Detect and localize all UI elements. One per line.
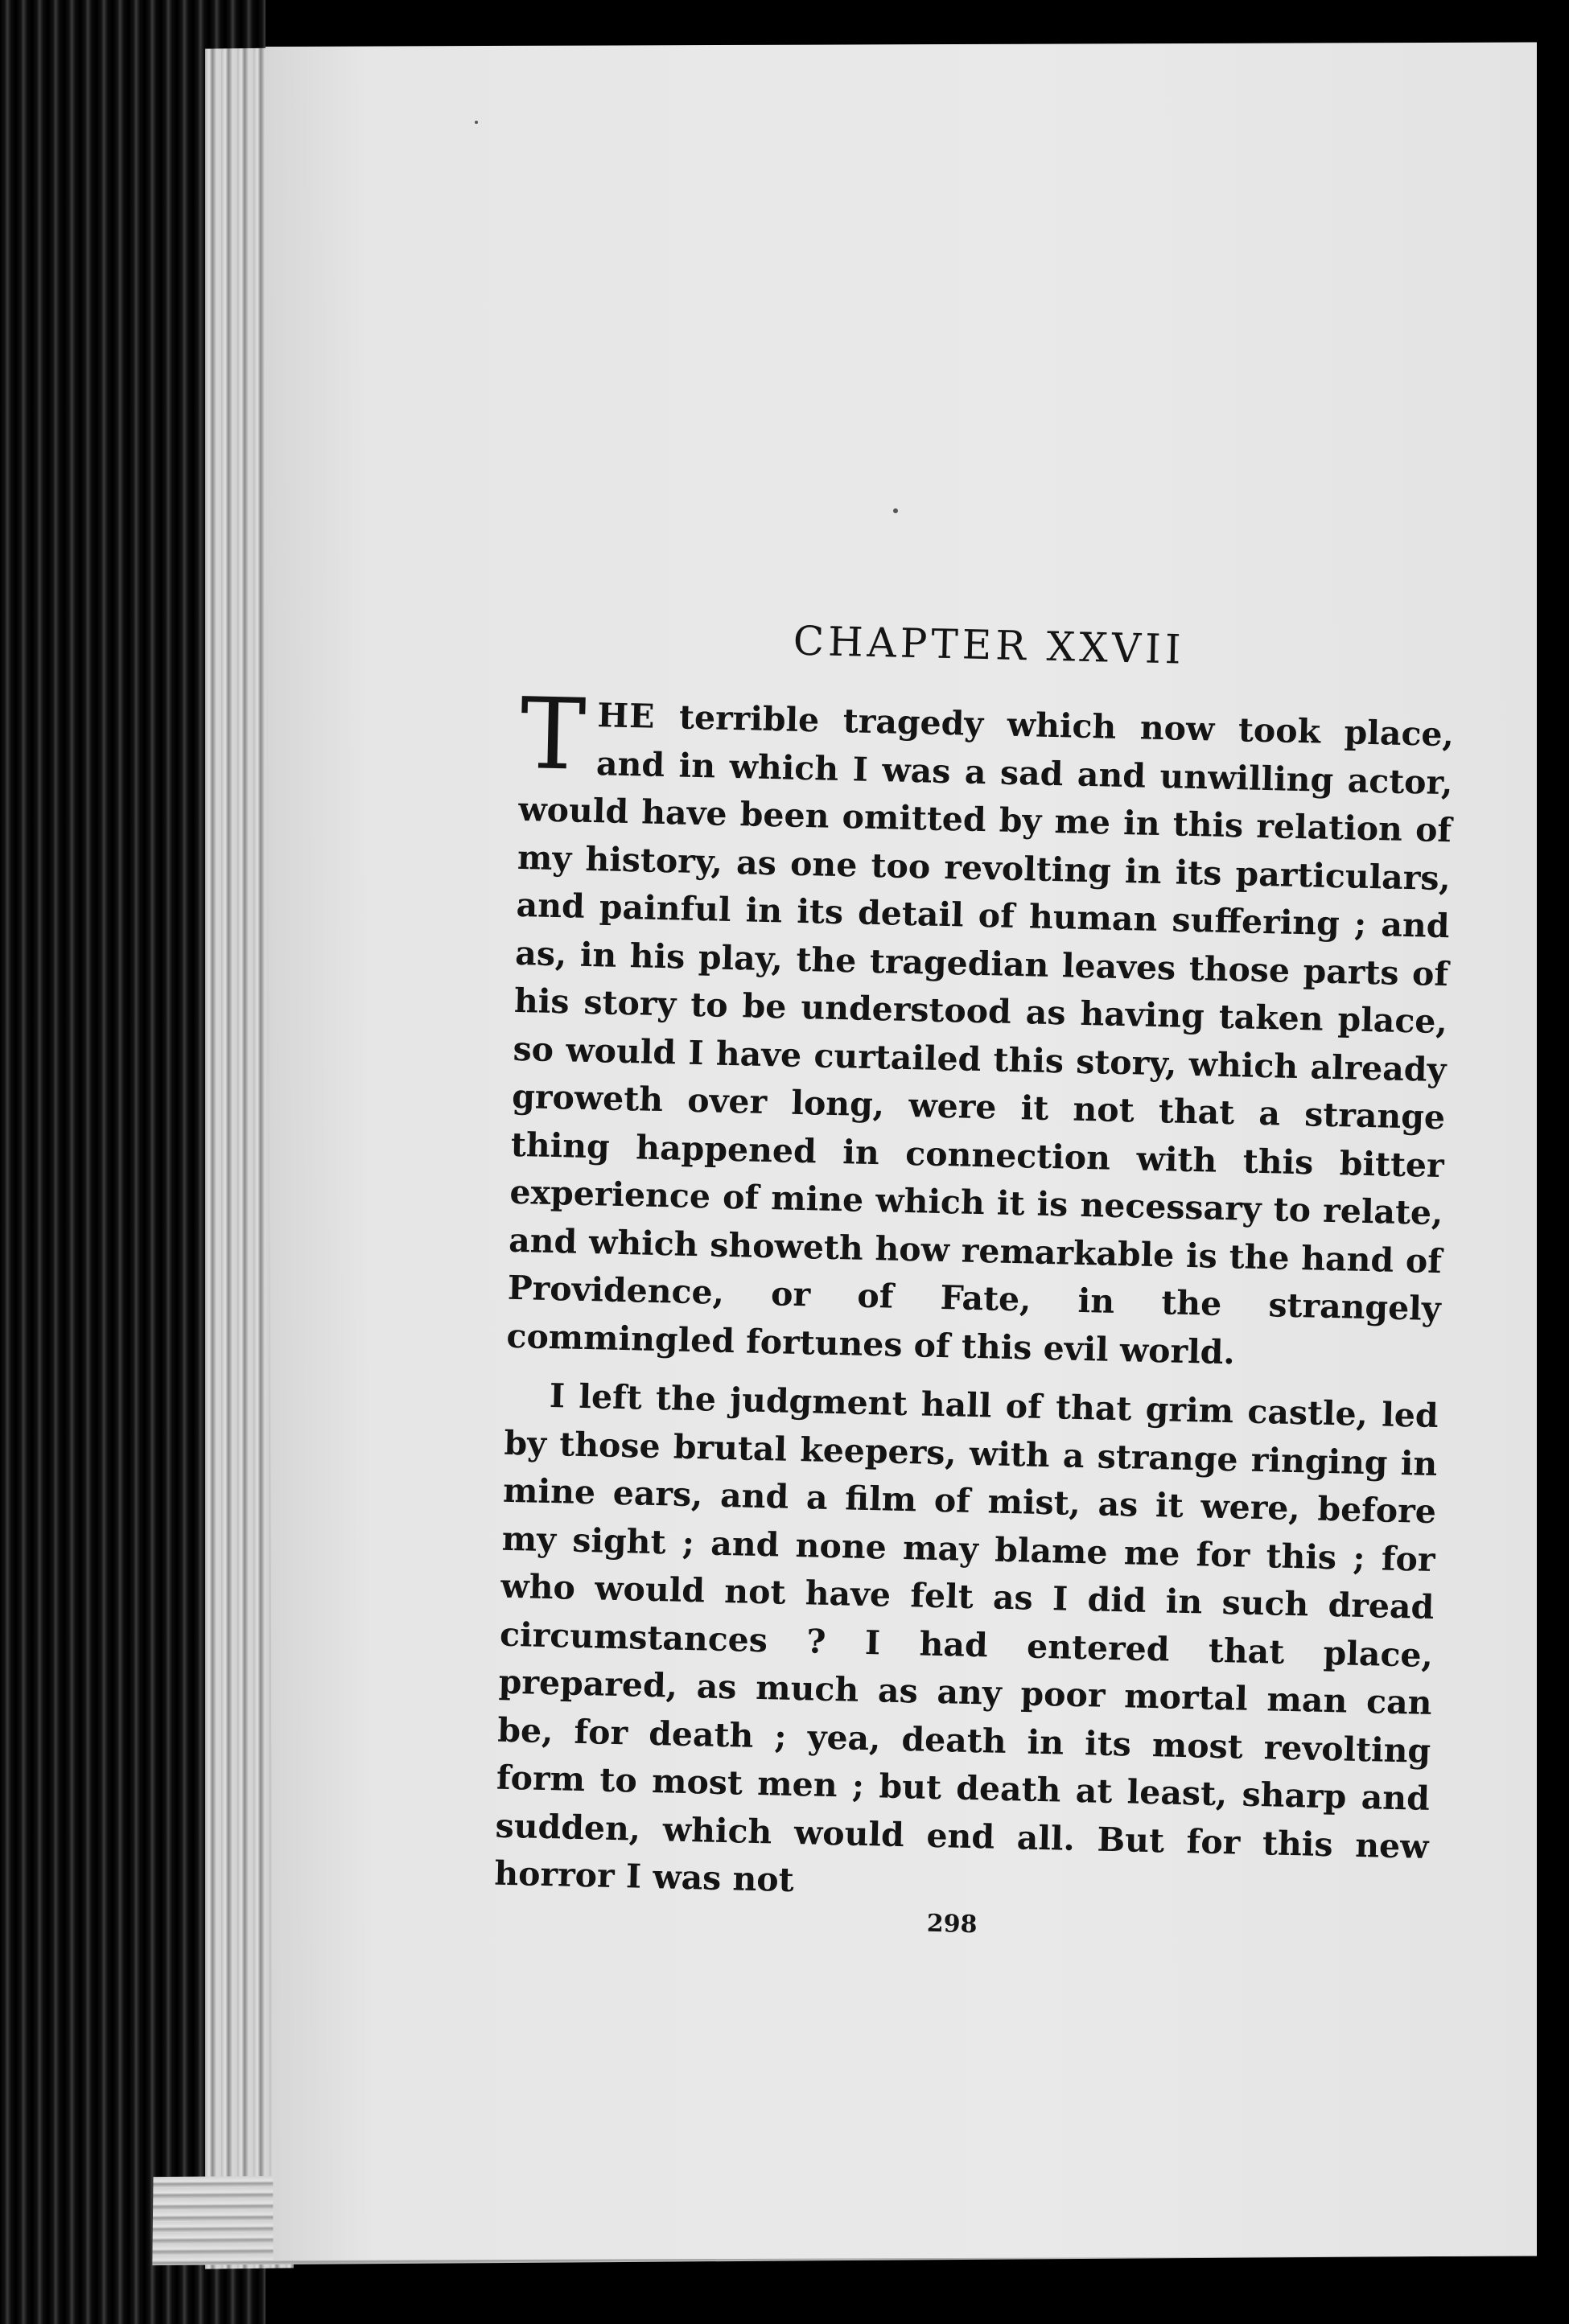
drop-cap: T [518, 676, 587, 792]
paragraph-1 [506, 676, 1455, 1381]
opening-caps: HE [596, 696, 656, 736]
paragraph-1-text: terrible tragedy which now took place, and in which I was a sad and unwilling actor, would have been omitted by me in this relation of my history, as one too revolting in its particulars, and painful in its detail of human suffering ; and as, in his play, the tragedian leaves those parts of his story to be understood as having taken place, so would I have curtailed this story, which already groweth over long, were it not that a strange thing happened in connection with this bitter experience of mine which it is necessary to relate, and which showeth how remarkable is the hand of Providence, or of Fate, in the strangely commingled fortunes of this evil world. [506, 697, 1455, 1372]
dust-speck [475, 121, 478, 124]
scan-border-right [1537, 0, 1569, 2324]
dust-speck [893, 508, 898, 513]
page-text-block [493, 611, 1456, 1948]
paragraph-2: I left the judgment hall of that grim castle, led by those brutal keepers, with a strange ringing in mine ears, and a film of mist, as it were, before my sight ; and none may blame me for this ; for who would not have felt as I did in such dread circumstances ? I had entered that place, prepared, as much as any poor mortal man can be, for death ; yea, death in its most revolting form to most men ; but death at least, sharp and sudden, which would end all. But for this new horror I was not [493, 1376, 1439, 1900]
chapter-heading: CHAPTER XXVII [793, 617, 1186, 673]
page-number: 298 [926, 1909, 978, 1939]
